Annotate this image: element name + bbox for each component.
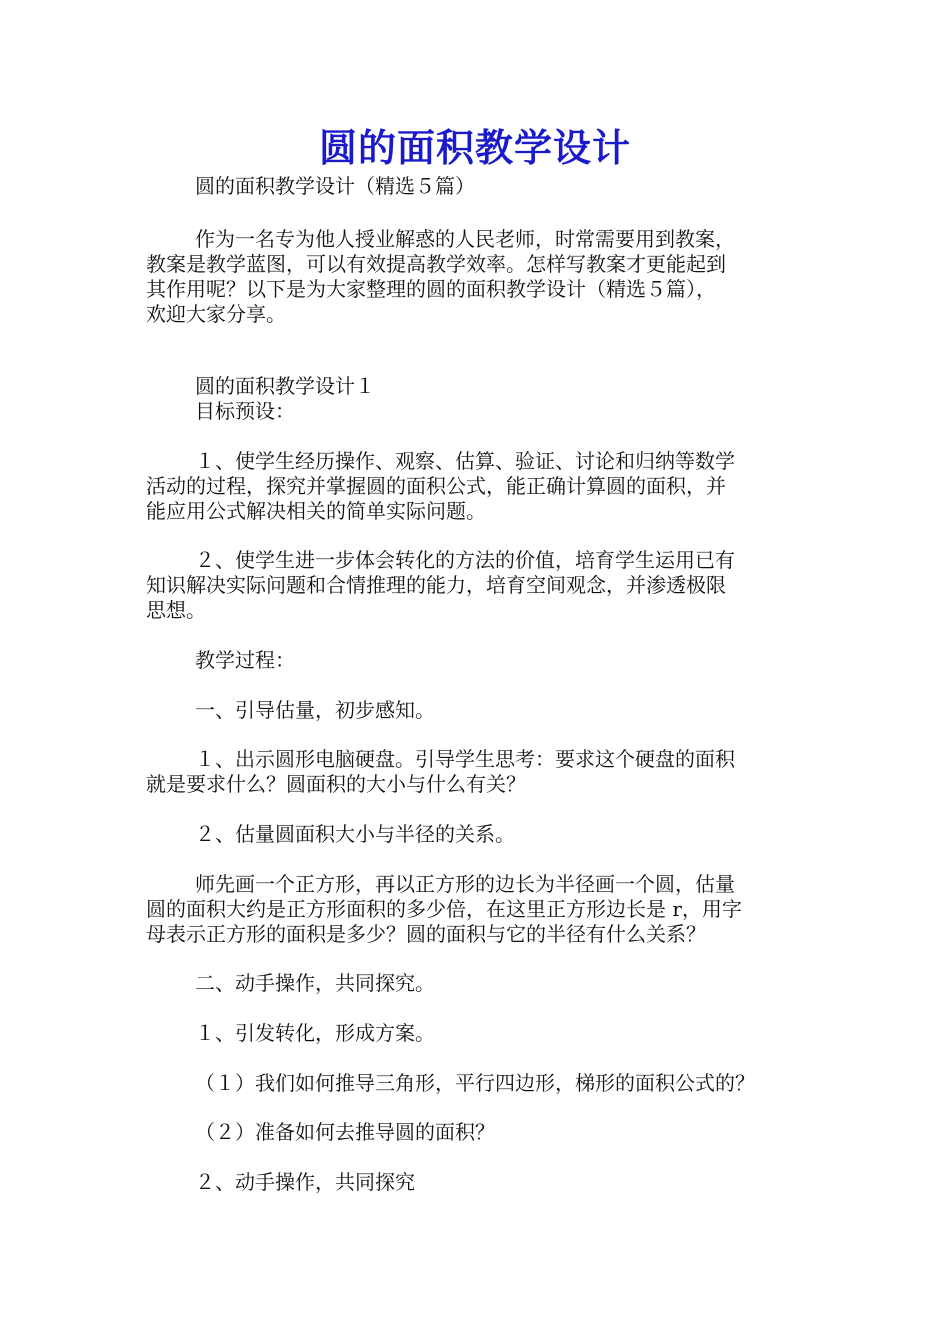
- part-2-heading: 二、动手操作，共同探究。: [195, 971, 435, 995]
- goal-1-line: １、使学生经历操作、观察、估算、验证、讨论和归纳等数学: [195, 449, 735, 473]
- paragraph-line: 师先画一个正方形，再以正方形的边长为半径画一个圆，估量: [195, 872, 735, 896]
- process-label: 教学过程：: [195, 648, 295, 672]
- part-1-heading: 一、引导估量，初步感知。: [195, 698, 435, 722]
- goal-1-line: 能应用公式解决相关的简单实际问题。: [146, 499, 486, 523]
- intro-line: 欢迎大家分享。: [146, 302, 286, 326]
- document-title: 圆的面积教学设计: [318, 126, 631, 170]
- paragraph-line: 圆的面积大约是正方形面积的多少倍，在这里正方形边长是 r，用字: [146, 897, 742, 921]
- goal-1-line: 活动的过程，探究并掌握圆的面积公式，能正确计算圆的面积，并: [146, 474, 726, 498]
- paragraph-line: １、出示圆形电脑硬盘。引导学生思考：要求这个硬盘的面积: [195, 747, 735, 771]
- paragraph-line: ２、估量圆面积大小与半径的关系。: [195, 822, 515, 846]
- intro-line: 其作用呢？以下是为大家整理的圆的面积教学设计（精选５篇），: [146, 277, 716, 301]
- paragraph-line: 就是要求什么？圆面积的大小与什么有关？: [146, 772, 526, 796]
- document-subtitle: 圆的面积教学设计（精选５篇）: [195, 174, 475, 198]
- intro-line: 作为一名专为他人授业解惑的人民老师，时常需要用到教案，: [195, 227, 735, 251]
- paragraph-line: 母表示正方形的面积是多少？圆的面积与它的半径有什么关系？: [146, 922, 706, 946]
- paragraph-line: ２、动手操作，共同探究: [195, 1170, 415, 1194]
- goal-2-line: ２、使学生进一步体会转化的方法的价值，培育学生运用已有: [195, 548, 735, 572]
- paragraph-line: １、引发转化，形成方案。: [195, 1021, 435, 1045]
- goals-label: 目标预设：: [195, 399, 295, 423]
- goal-2-line: 思想。: [146, 598, 206, 622]
- goal-2-line: 知识解决实际问题和合情推理的能力，培育空间观念，并渗透极限: [146, 573, 726, 597]
- intro-line: 教案是教学蓝图，可以有效提高教学效率。怎样写教案才更能起到: [146, 252, 726, 276]
- section-heading: 圆的面积教学设计１: [195, 374, 375, 398]
- paragraph-line: （１）我们如何推导三角形，平行四边形，梯形的面积公式的？: [195, 1071, 755, 1095]
- paragraph-line: （２）准备如何去推导圆的面积？: [195, 1120, 495, 1144]
